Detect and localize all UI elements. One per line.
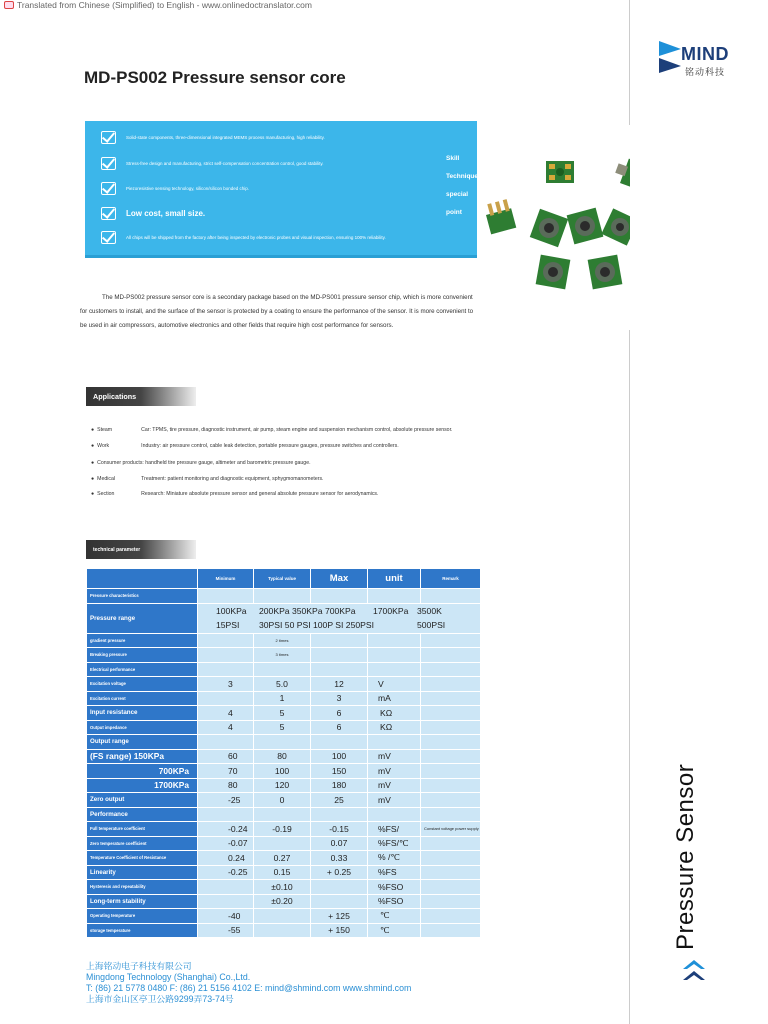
table-row: Output impedance 4 5 6 KΩ	[87, 720, 481, 735]
application-row: ● Medical Treatment: patient monitoring and diagnostic equipment, sphygmomanometers.	[91, 476, 324, 482]
table-row: Performance	[87, 807, 481, 822]
feature-item: Stress-free design and manufacturing, strict self-compensation concentration control, good stability.	[101, 157, 324, 170]
table-header: Minimum Typical value Max unit Remark	[87, 569, 481, 589]
parameter-table	[86, 568, 481, 938]
table-row: Zero temperature coefficient -0.07 0.07 %FS/℃	[87, 836, 481, 851]
page-title: MD-PS002 Pressure sensor core	[84, 68, 346, 87]
checkbox-icon	[101, 231, 116, 244]
checkbox-icon	[101, 131, 116, 144]
sensor-core-round	[567, 208, 604, 245]
application-row: ● Steam Car: TPMS, tire pressure, diagnostic instrument, air pump, steam engine and suspension mechanism control, absolute pressure sensor.	[91, 427, 453, 433]
footer-company-en: Mingdong Technology (Shanghai) Co.,Ltd.	[86, 972, 251, 982]
feature-item: All chips will be shipped from the factory after being inspected by electronic probes and visual inspection, ensuring 100% reliability.	[101, 231, 386, 244]
checkbox-icon	[101, 182, 116, 195]
banner-side-label: Technique	[446, 173, 479, 180]
table-row: Zero output -25 0 25 mV	[87, 793, 481, 808]
footer-address: 上海市金山区亭卫公路9299弄73-74号	[86, 994, 234, 1004]
sensor-core-round	[601, 208, 630, 245]
checkbox-icon	[101, 157, 116, 170]
sensor-core-round	[530, 209, 568, 247]
footer-contact[interactable]: T: (86) 21 5778 0480 F: (86) 21 5156 4102 E: mind@shmind.com www.shmind.com	[86, 983, 412, 993]
company-footer	[86, 961, 411, 1005]
logo-mark-icon	[657, 40, 683, 74]
table-row: Long-term stability ±0.20 %FSO	[87, 894, 481, 909]
table-row: Hysteresis and repeatability ±0.10 %FSO	[87, 880, 481, 895]
table-row: Excitation current 1 3 mA	[87, 691, 481, 706]
checkbox-icon	[101, 207, 116, 220]
table-row: Operating temperature -40 + 125 ℃	[87, 909, 481, 924]
table-row: 1700KPa 80 120 180 mV	[87, 778, 481, 793]
table-row: Output range	[87, 735, 481, 750]
technical-parameter-heading: technical parameter	[86, 540, 196, 559]
chevron-up-icon	[681, 958, 707, 984]
logo-brand: MIND	[681, 44, 729, 64]
applications-heading: Applications	[86, 387, 196, 406]
side-title: Pressure Sensor	[672, 763, 699, 950]
table-row: Breaking pressure 3 times	[87, 648, 481, 663]
table-row: storage temperature -55 + 150 ℃	[87, 923, 481, 938]
table-row: Temperature Coefficient of Resistance 0.24 0.27 0.33 % /℃	[87, 851, 481, 866]
application-row: ● Work Industry: air pressure control, cable leak detection, portable pressure gauges, pressure switches and controllers.	[91, 443, 399, 449]
footer-company-cn: 上海铭动电子科技有限公司	[86, 961, 192, 971]
table-row: Input resistance 4 5 6 KΩ	[87, 706, 481, 721]
company-logo	[657, 40, 757, 80]
sensor-core-side	[483, 199, 516, 235]
banner-side-label: Skill	[446, 155, 460, 162]
product-photo	[478, 125, 630, 330]
intro-paragraph: The MD-PS002 pressure sensor core is a secondary package based on the MD-PS001 pressure sensor chip, which is more convenient for customers to install, and the surface of the sensor is protected by a coating to ensure the performance of the sensor. It is more convenient to be used in air compressors, automotive electronics and other fields that require high cost performance for sensors.	[80, 294, 474, 329]
table-row: 700KPa 70 100 150 mV	[87, 764, 481, 779]
table-row: Excitation voltage 3 5.0 12 V	[87, 677, 481, 692]
feature-item: Solid-state components, three-dimensional integrated MEMS process manufacturing, high reliability.	[101, 131, 325, 144]
table-row: Linearity -0.25 0.15 + 0.25 %FS	[87, 865, 481, 880]
application-row: ● Section Research: Miniature absolute pressure sensor and general absolute pressure sensor for aerodynamics.	[91, 491, 379, 497]
logo-brand-cn: 铭动科技	[685, 67, 726, 77]
banner-side-label: special	[446, 191, 469, 198]
table-row: Full temperature coefficient -0.24 -0.19 -0.15 %FS/ Constant voltage power supply	[87, 822, 481, 837]
features-banner	[85, 121, 477, 258]
table-row: gradient pressure 2 times	[87, 633, 481, 648]
translator-icon	[4, 1, 14, 9]
sensor-cores-image	[478, 125, 630, 330]
sensor-core-tilted	[612, 156, 630, 190]
feature-item: Piezoresistive sensing technology, silicon/silicon bonded chip.	[101, 182, 249, 195]
sensor-core-flat	[546, 161, 574, 183]
feature-item: Low cost, small size.	[101, 207, 205, 220]
table-row: Electrical performance	[87, 662, 481, 677]
table-row: (FS range) 150KPa 60 80 100 mV	[87, 749, 481, 764]
sensor-core-round	[536, 255, 571, 290]
sensor-core-round	[588, 255, 623, 290]
translator-note[interactable]: Translated from Chinese (Simplified) to English - www.onlinedoctranslator.com	[4, 0, 312, 10]
table-row: Pressure characteristics	[87, 589, 481, 604]
table-row-pressure-range: Pressure range 100KPa 200KPa 350KPa 700KPa 1700KPa 3500K 15PSI 30PSI 50 PSI 100P SI 250PSI 500PSI	[87, 603, 481, 633]
application-row: ● Consumer products: handheld tire pressure gauge, altimeter and barometric pressure gauge.	[91, 460, 311, 466]
banner-side-label: point	[446, 209, 462, 216]
